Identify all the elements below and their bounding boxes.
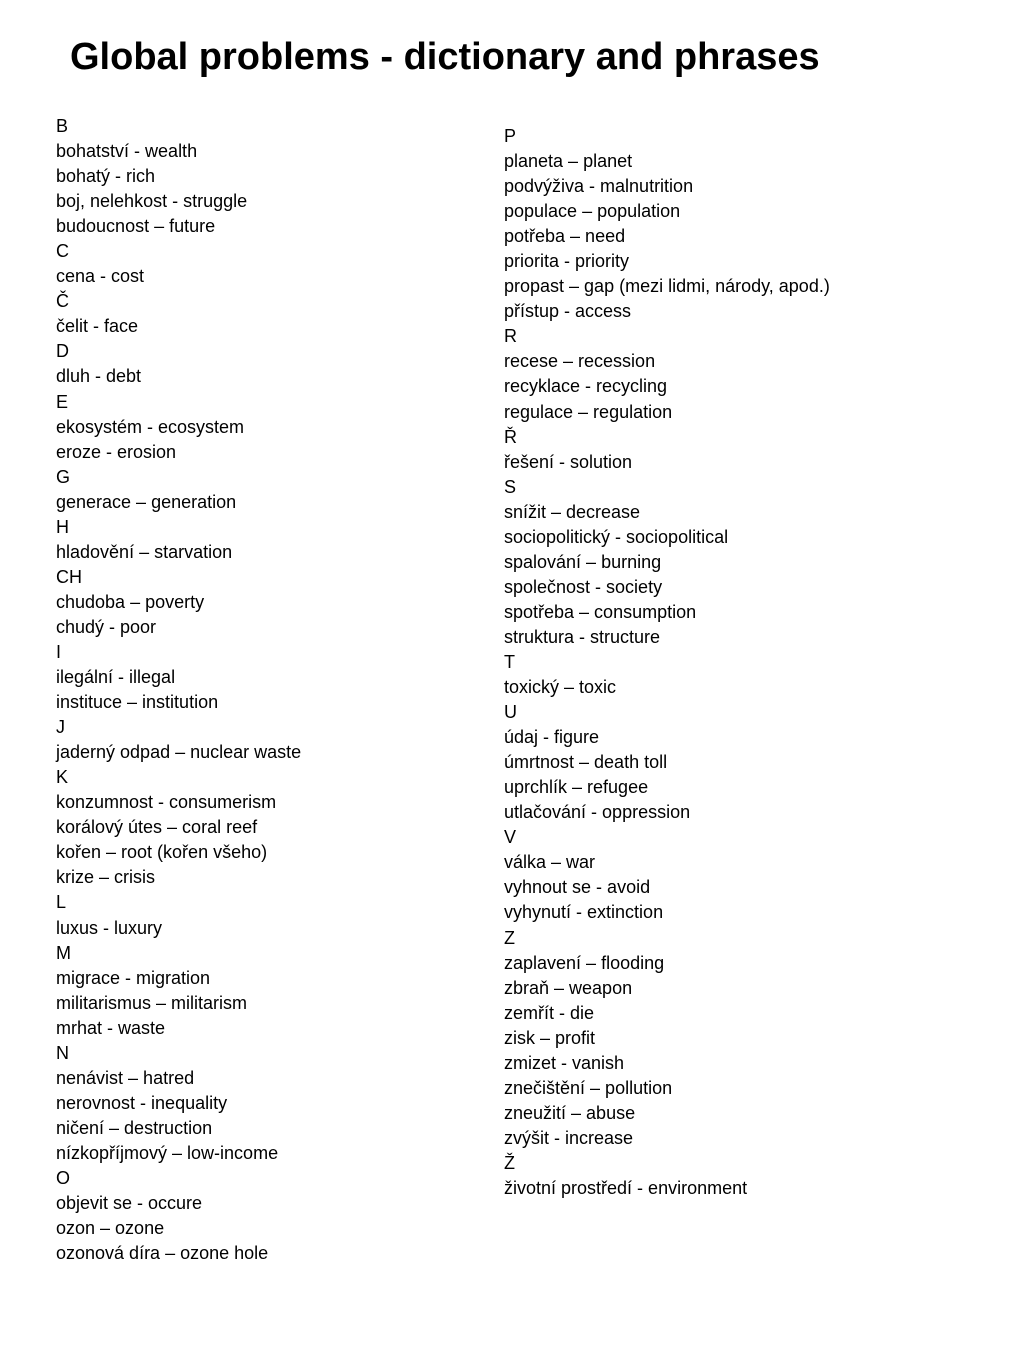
vocabulary-entry: nerovnost - inequality: [56, 1092, 228, 1113]
vocabulary-entry: ilegální - illegal: [56, 667, 176, 688]
letter-heading: H: [56, 516, 69, 537]
letter-heading: S: [504, 476, 517, 497]
vocabulary-entry: zemřít - die: [504, 1002, 595, 1023]
vocabulary-entry: generace – generation: [56, 491, 237, 512]
letter-heading: T: [504, 651, 515, 672]
vocabulary-entry: struktura - structure: [504, 626, 661, 647]
vocabulary-entry: údaj - figure: [504, 727, 600, 748]
letter-heading: J: [56, 717, 65, 738]
vocabulary-entry: zisk – profit: [504, 1027, 596, 1048]
vocabulary-entry: ničení – destruction: [56, 1117, 213, 1138]
vocabulary-entry: planeta – planet: [504, 151, 633, 172]
vocabulary-entry: ozon – ozone: [56, 1218, 165, 1239]
letter-heading: Ž: [504, 1152, 515, 1173]
vocabulary-entry: regulace – regulation: [504, 401, 673, 422]
vocabulary-entry: zaplavení – flooding: [504, 952, 665, 973]
letter-heading: B: [56, 116, 69, 136]
vocabulary-entry: spotřeba – consumption: [504, 601, 697, 622]
vocabulary-entry: sociopolitický - sociopolitical: [504, 526, 729, 547]
vocabulary-entry: nízkopříjmový – low-income: [56, 1142, 279, 1163]
letter-heading: D: [56, 341, 69, 362]
vocabulary-entry: propast – gap (mezi lidmi, národy, apod.): [504, 276, 830, 297]
vocabulary-entry: recese – recession: [504, 351, 656, 372]
vocabulary-entry: zvýšit - increase: [504, 1127, 634, 1148]
vocabulary-entry: znečištění – pollution: [504, 1077, 673, 1098]
vocabulary-entry: ekosystém - ecosystem: [56, 416, 245, 437]
vocabulary-entry: krize – crisis: [56, 867, 156, 888]
letter-heading: G: [56, 466, 71, 487]
vocabulary-entry: dluh - debt: [56, 366, 142, 387]
letter-heading: Ř: [504, 426, 517, 447]
vocabulary-entry: uprchlík – refugee: [504, 777, 649, 798]
letter-heading: O: [56, 1167, 71, 1188]
letter-heading: V: [504, 827, 517, 848]
vocabulary-column-right: [504, 124, 830, 1201]
vocabulary-entry: čelit - face: [56, 316, 139, 337]
vocabulary-entry: populace – population: [504, 201, 681, 222]
vocabulary-entry: luxus - luxury: [56, 917, 163, 938]
vocabulary-entry: kořen – root (kořen všeho): [56, 842, 268, 863]
letter-heading: M: [56, 942, 71, 963]
vocabulary-entry: snížit – decrease: [504, 501, 641, 522]
vocabulary-entry: bohatství - wealth: [56, 141, 198, 162]
letter-heading: P: [504, 126, 517, 146]
vocabulary-entry: jaderný odpad – nuclear waste: [56, 742, 302, 763]
letter-heading: L: [56, 892, 67, 913]
vocabulary-entry: korálový útes – coral reef: [56, 817, 258, 838]
letter-heading: U: [504, 702, 517, 723]
vocabulary-entry: spalování – burning: [504, 551, 662, 572]
letter-heading: N: [56, 1042, 69, 1063]
page-title: Global problems - dictionary and phrases: [70, 36, 820, 78]
vocabulary-entry: vyhnout se - avoid: [504, 877, 651, 898]
vocabulary-entry: mrhat - waste: [56, 1017, 166, 1038]
vocabulary-entry: ozonová díra – ozone hole: [56, 1243, 269, 1264]
vocabulary-entry: toxický – toxic: [504, 677, 617, 698]
vocabulary-entry: cena - cost: [56, 266, 145, 287]
vocabulary-entry: boj, nelehkost - struggle: [56, 191, 248, 212]
vocabulary-entry: společnost - society: [504, 576, 663, 597]
vocabulary-entry: řešení - solution: [504, 451, 633, 472]
vocabulary-entry: priorita - priority: [504, 251, 630, 272]
vocabulary-entry: zbraň – weapon: [504, 977, 633, 998]
vocabulary-entry: úmrtnost – death toll: [504, 752, 668, 773]
vocabulary-entry: budoucnost – future: [56, 216, 216, 237]
vocabulary-entry: hladovění – starvation: [56, 541, 233, 562]
letter-heading: K: [56, 767, 69, 788]
vocabulary-entry: vyhynutí - extinction: [504, 902, 664, 923]
letter-heading: CH: [56, 566, 82, 587]
vocabulary-entry: instituce – institution: [56, 692, 219, 713]
letter-heading: R: [504, 326, 517, 347]
vocabulary-column-left: [56, 114, 301, 1266]
vocabulary-entry: nenávist – hatred: [56, 1067, 195, 1088]
vocabulary-entry: přístup - access: [504, 301, 632, 322]
vocabulary-entry: utlačování - oppression: [504, 802, 691, 823]
vocabulary-entry: recyklace - recycling: [504, 376, 668, 397]
vocabulary-entry: potřeba – need: [504, 226, 626, 247]
vocabulary-entry: bohatý - rich: [56, 166, 156, 187]
vocabulary-entry: zneužití – abuse: [504, 1102, 636, 1123]
vocabulary-entry: chudý - poor: [56, 616, 157, 637]
vocabulary-entry: migrace - migration: [56, 967, 211, 988]
vocabulary-entry: podvýživa - malnutrition: [504, 176, 694, 197]
vocabulary-entry: životní prostředí - environment: [504, 1177, 748, 1198]
letter-heading: C: [56, 241, 69, 262]
vocabulary-entry: zmizet - vanish: [504, 1052, 625, 1073]
letter-heading: I: [56, 641, 62, 662]
vocabulary-entry: militarismus – militarism: [56, 992, 248, 1013]
vocabulary-entry: objevit se - occure: [56, 1193, 203, 1214]
letter-heading: Z: [504, 927, 515, 948]
letter-heading: E: [56, 391, 69, 412]
letter-heading: Č: [56, 291, 69, 312]
vocabulary-entry: eroze - erosion: [56, 441, 177, 462]
vocabulary-entry: chudoba – poverty: [56, 591, 205, 612]
vocabulary-entry: konzumnost - consumerism: [56, 792, 277, 813]
vocabulary-entry: válka – war: [504, 852, 596, 873]
